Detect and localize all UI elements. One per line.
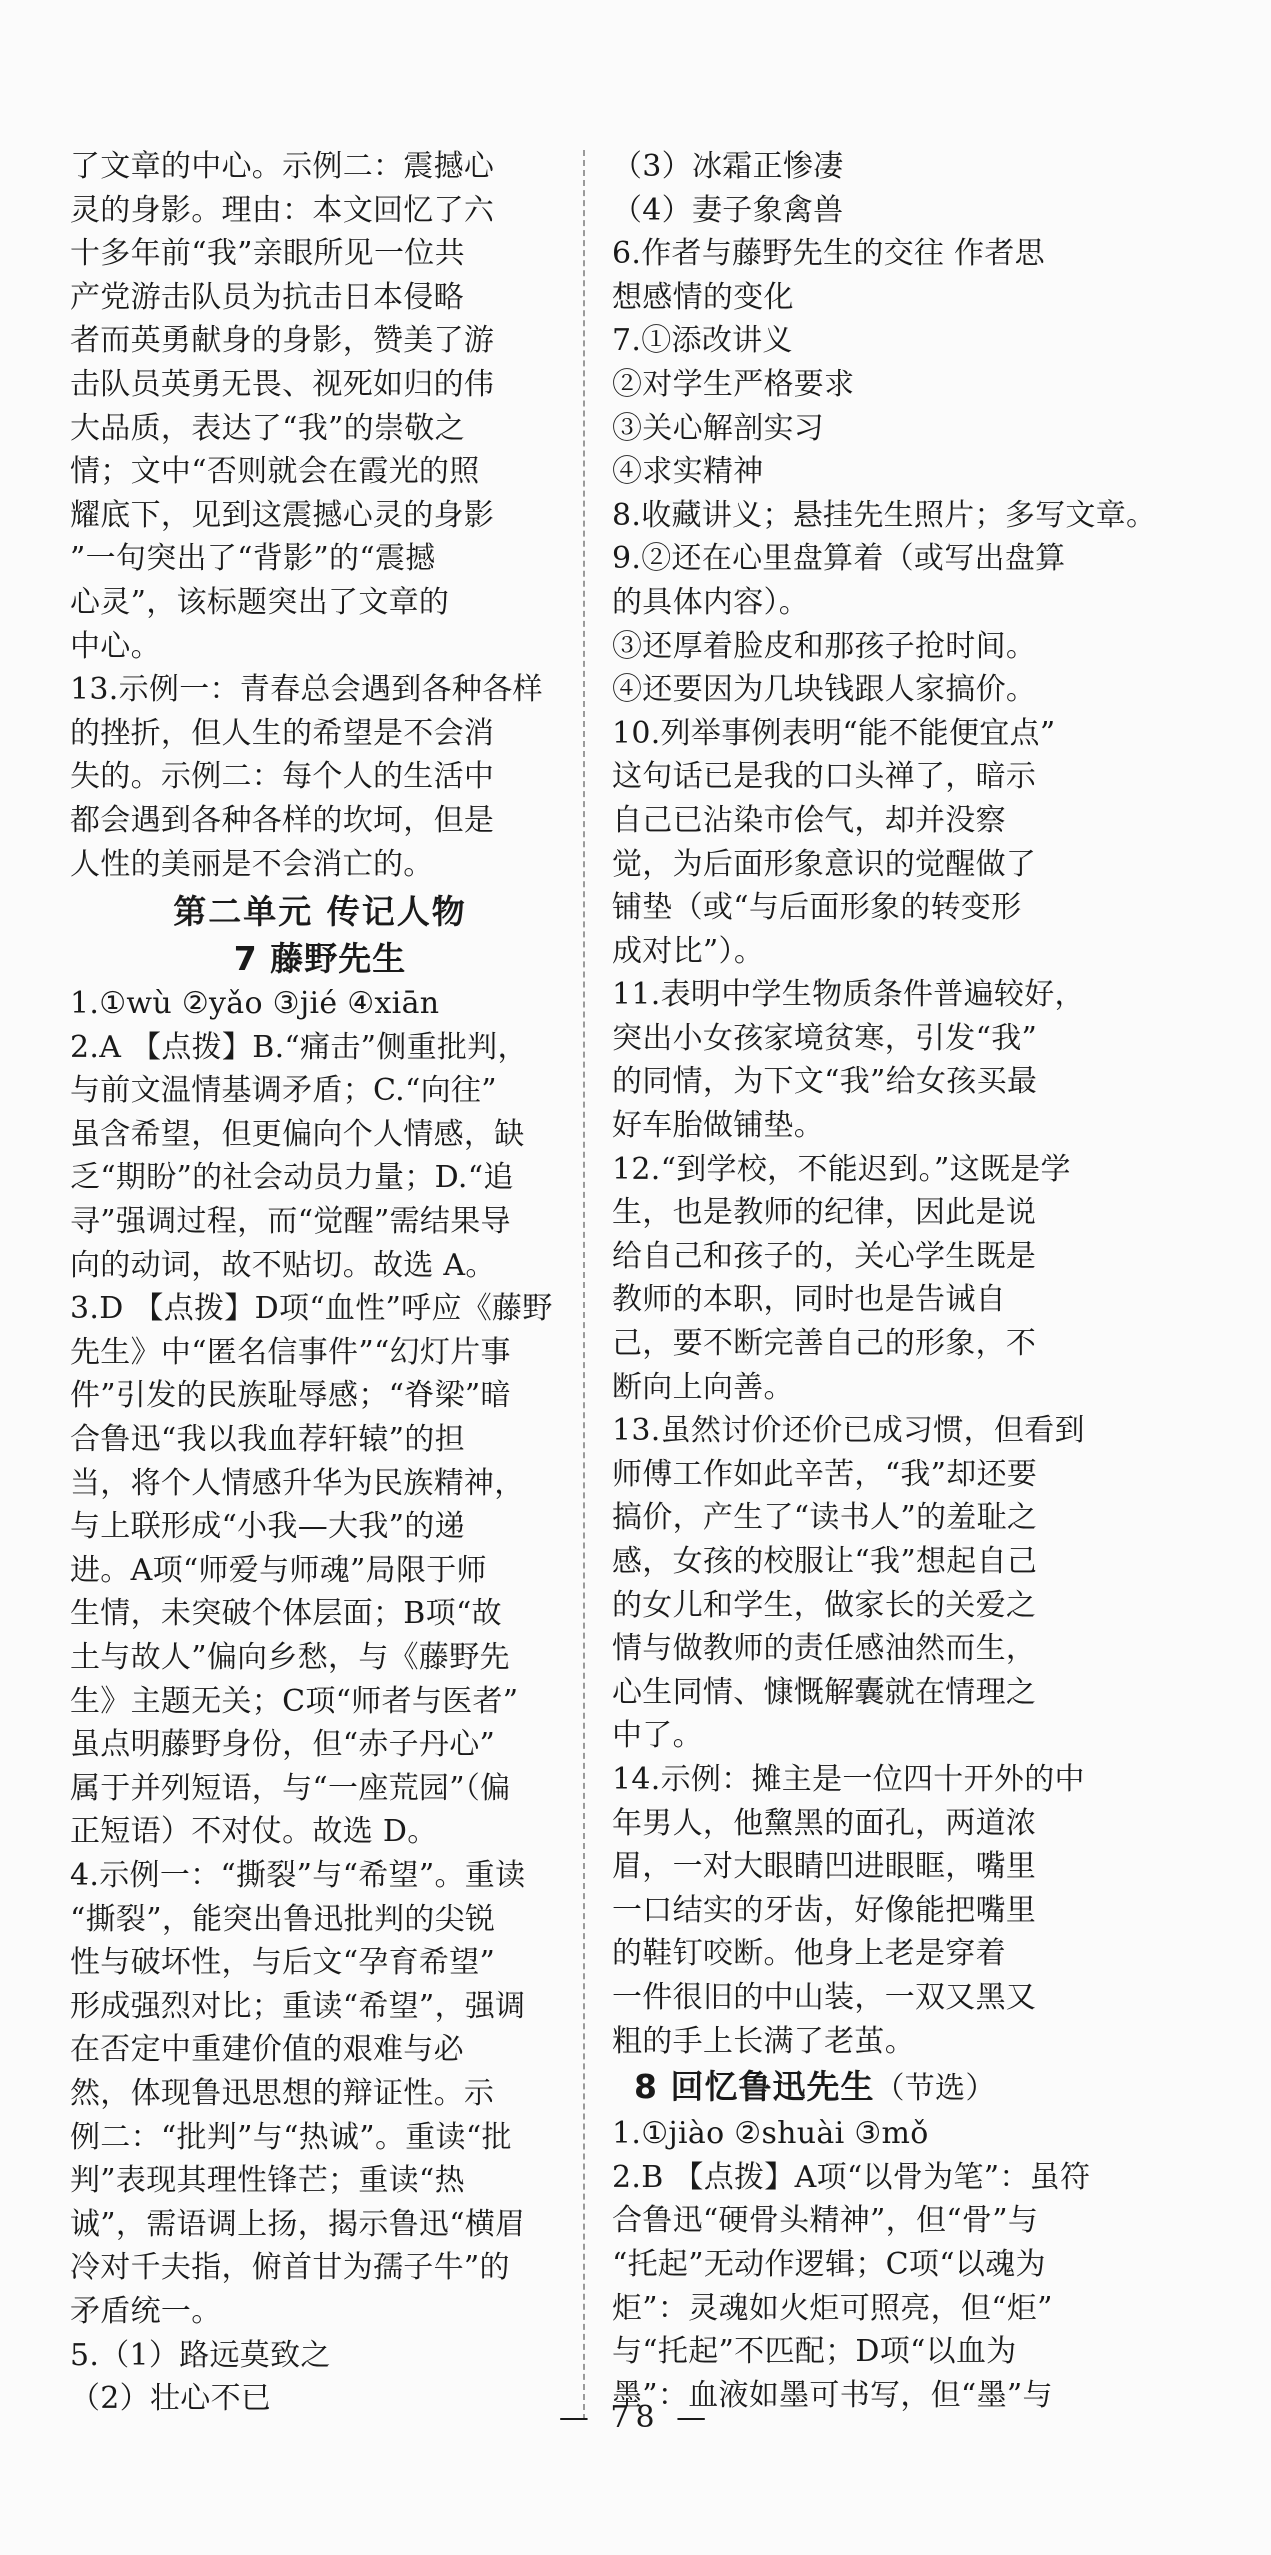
text-line: 诚”，需语调上扬，揭示鲁迅“横眉 — [70, 2206, 526, 2242]
text-line: 情；文中“否则就会在霞光的照 — [70, 454, 480, 490]
text-line: 粗的手上长满了老茧。 — [612, 2023, 915, 2059]
text-line: 者而英勇献身的身影，赞美了游 — [70, 323, 495, 359]
text-line: 4.示例一：“撕裂”与“希望”。重读 — [70, 1857, 526, 1893]
text-line: 想感情的变化 — [612, 279, 794, 315]
text-line: 大品质，表达了“我”的崇敬之 — [70, 410, 465, 446]
text-line: 2.B 【点拨】A项“以骨为笔”：虽符 — [612, 2159, 1091, 2195]
text-line: 眉，一对大眼睛凹进眼眶，嘴里 — [612, 1849, 1037, 1885]
text-line: 虽点明藤野身份，但“赤子丹心” — [70, 1727, 496, 1763]
text-line: 13.示例一：青春总会遇到各种各样 — [70, 672, 543, 708]
text-line: 与“托起”不匹配；D项“以血为 — [612, 2334, 1017, 2370]
text-line: 中心。 — [70, 628, 161, 664]
text-line: 性与破坏性，与后文“孕育希望” — [70, 1945, 496, 1981]
text-line: 土与故人”偏向乡愁，与《藤野先 — [70, 1640, 510, 1675]
text-line: 铺垫（或“与后面形象的转变形 — [612, 890, 1022, 926]
text-line: 件”引发的民族耻辱感；“脊梁”暗 — [70, 1378, 511, 1414]
text-line: 人性的美丽是不会消亡的。 — [70, 846, 434, 882]
text-line: 好车胎做铺垫。 — [612, 1108, 825, 1144]
text-line: （3）冰霜正惨凄 — [612, 149, 844, 184]
text-line: 感，女孩的校服让“我”想起自己 — [612, 1544, 1038, 1579]
text-line: （4）妻子象禽兽 — [612, 192, 844, 228]
text-line: 心灵”，该标题突出了文章的 — [70, 584, 450, 620]
page-number: — 78 — — [558, 2400, 713, 2435]
lesson-7-answers-continued — [612, 145, 1157, 2063]
lesson-8-answers — [612, 2112, 1091, 2417]
text-line: 当，将个人情感升华为民族精神， — [70, 1465, 525, 1501]
text-line: “撕裂”，能突出鲁迅批判的尖锐 — [70, 1901, 496, 1937]
text-line: “托起”无动作逻辑；C项“以魂为 — [612, 2246, 1046, 2282]
text-line: 判”表现其理性锋芒；重读“热 — [70, 2163, 465, 2199]
lesson-title-7: 7 藤野先生 — [233, 939, 407, 979]
text-line: 炬”：灵魂如火炬可照亮，但“炬” — [612, 2290, 1053, 2326]
text-line: 了文章的中心。示例二：震撼心 — [70, 149, 495, 184]
left-answers-continued — [70, 145, 570, 886]
text-line: 然，体现鲁迅思想的辩证性。示 — [70, 2075, 495, 2111]
text-line: 虽含希望，但更偏向个人情感，缺 — [70, 1116, 525, 1152]
text-line: 3.D 【点拨】D项“血性”呼应《藤野 — [70, 1291, 553, 1327]
text-line: 向的动词，故不贴切。故选 A。 — [70, 1247, 496, 1283]
text-line: 都会遇到各种各样的坎坷，但是 — [70, 802, 495, 838]
text-line: 6.作者与藤野先生的交往 作者思 — [612, 236, 1045, 272]
unit-title: 第二单元 传记人物 — [173, 892, 467, 932]
text-line: 乏“期盼”的社会动员力量；D.“追 — [70, 1160, 514, 1196]
text-line: 耀底下，见到这震撼心灵的身影 — [70, 497, 495, 533]
text-line: 灵的身影。理由：本文回忆了六 — [70, 192, 495, 228]
text-line: 情与做教师的责任感油然而生， — [612, 1631, 1037, 1667]
text-line: 与上联形成“小我—大我”的递 — [70, 1509, 465, 1545]
text-line: 这句话已是我的口头禅了，暗示 — [612, 759, 1037, 795]
text-line: 先生》中“匿名信事件”“幻灯片事 — [70, 1334, 511, 1370]
right-column — [612, 145, 1157, 2417]
text-line: 搞价，产生了“读书人”的羞耻之 — [612, 1500, 1038, 1536]
lesson-title-8-main: 8 回忆鲁迅先生 — [634, 2067, 875, 2107]
text-line: 7.①添改讲义 — [612, 323, 793, 359]
text-line: ③还厚着脸皮和那孩子抢时间。 — [612, 628, 1037, 664]
text-line: 12.“到学校，不能迟到。”这既是学 — [612, 1151, 1071, 1187]
text-line: 一件很旧的中山装，一双又黑又 — [612, 1979, 1037, 2015]
text-line: ③关心解剖实习 — [612, 410, 825, 446]
text-line: 形成强烈对比；重读“希望”，强调 — [70, 1988, 526, 2024]
text-line: 击队员英勇无畏、视死如归的伟 — [70, 366, 495, 402]
text-line: 觉，为后面形象意识的觉醒做了 — [612, 846, 1037, 882]
text-line: 十多年前“我”亲眼所见一位共 — [70, 236, 465, 272]
text-line: 的同情，为下文“我”给女孩买最 — [612, 1064, 1038, 1100]
lesson-title-8-note: （节选） — [874, 2071, 996, 2107]
text-line: 失的。示例二：每个人的生活中 — [70, 759, 495, 795]
text-line: 例二：“批判”与“热诚”。重读“批 — [70, 2119, 512, 2155]
text-line: 5.（1）路远莫致之 — [70, 2337, 331, 2373]
text-line: ④求实精神 — [612, 454, 764, 490]
text-line: 突出小女孩家境贫寒，引发“我” — [612, 1020, 1038, 1056]
text-line: 己，要不断完善自己的形象，不 — [612, 1326, 1037, 1362]
text-line: 的挫折，但人生的希望是不会消 — [70, 715, 495, 751]
text-line: 与前文温情基调矛盾；C.“向往” — [70, 1073, 497, 1109]
text-line: 9.②还在心里盘算着（或写出盘算 — [612, 541, 1066, 577]
text-line: 合鲁迅“硬骨头精神”，但“骨”与 — [612, 2203, 1039, 2239]
text-line: 14.示例：摊主是一位四十开外的中 — [612, 1761, 1085, 1797]
text-line: 1.①wù ②yǎo ③jié ④xiān — [70, 986, 440, 1022]
text-line: 的鞋钉咬断。他身上老是穿着 — [612, 1936, 1006, 1972]
text-line: ”一句突出了“背影”的“震撼 — [70, 541, 436, 577]
text-line: 生情，未突破个体层面；B项“故 — [70, 1596, 502, 1632]
text-line: 自己已沾染市侩气，却并没察 — [612, 802, 1006, 838]
text-line: 寻”强调过程，而“觉醒”需结果导 — [70, 1204, 511, 1240]
column-divider — [583, 150, 585, 2420]
text-line: 的具体内容）。 — [612, 584, 810, 620]
text-line: 在否定中重建价值的艰难与必 — [70, 2032, 464, 2068]
text-line: 生，也是教师的纪律，因此是说 — [612, 1195, 1037, 1231]
text-line: 年男人，他黧黑的面孔，两道浓 — [612, 1805, 1037, 1841]
text-line: 生》主题无关；C项“师者与医者” — [70, 1683, 519, 1719]
text-line: 教师的本职，同时也是告诫自 — [612, 1282, 1006, 1318]
text-line: 给自己和孩子的，关心学生既是 — [612, 1238, 1037, 1274]
text-line: 2.A 【点拨】B.“痛击”侧重批判， — [70, 1029, 528, 1065]
text-line: 产党游击队员为抗击日本侵略 — [70, 279, 464, 315]
text-line: 属于并列短语，与“一座荒园”（偏 — [70, 1770, 511, 1806]
lesson-title-8 — [612, 2063, 1082, 2112]
text-line: 一口结实的牙齿，好像能把嘴里 — [612, 1892, 1037, 1928]
text-line: 冷对千夫指，俯首甘为孺子牛”的 — [70, 2250, 510, 2286]
text-line: 心生同情、慷慨解囊就在情理之 — [612, 1674, 1037, 1710]
text-line: （2）壮心不已 — [70, 2381, 272, 2417]
text-line: 墨”：血液如墨可书写，但“墨”与 — [612, 2377, 1053, 2413]
text-line: 13.虽然讨价还价已成习惯，但看到 — [612, 1413, 1085, 1449]
text-line: 1.①jiào ②shuài ③mǒ — [612, 2116, 929, 2152]
text-line: 中了。 — [612, 1718, 703, 1754]
text-line: 合鲁迅“我以我血荐轩辕”的担 — [70, 1422, 465, 1458]
text-line: 11.表明中学生物质条件普遍较好， — [612, 977, 1085, 1013]
text-line: 师傅工作如此辛苦，“我”却还要 — [612, 1456, 1038, 1492]
text-line: 的女儿和学生，做家长的关爱之 — [612, 1587, 1037, 1623]
text-line: 8.收藏讲义；悬挂先生照片；多写文章。 — [612, 497, 1157, 533]
left-column — [70, 145, 570, 2421]
text-line: 进。A项“师爱与师魂”局限于师 — [70, 1552, 487, 1588]
text-line: ②对学生严格要求 — [612, 366, 855, 402]
text-line: 断向上向善。 — [612, 1369, 794, 1405]
text-line: 10.列举事例表明“能不能便宜点” — [612, 715, 1056, 751]
text-line: 矛盾统一。 — [70, 2293, 222, 2329]
text-line: ④还要因为几块钱跟人家搞价。 — [612, 672, 1037, 708]
lesson-7-answers — [70, 982, 570, 2421]
text-line: 正短语）不对仗。故选 D。 — [70, 1814, 438, 1850]
text-line: 成对比”）。 — [612, 933, 765, 969]
